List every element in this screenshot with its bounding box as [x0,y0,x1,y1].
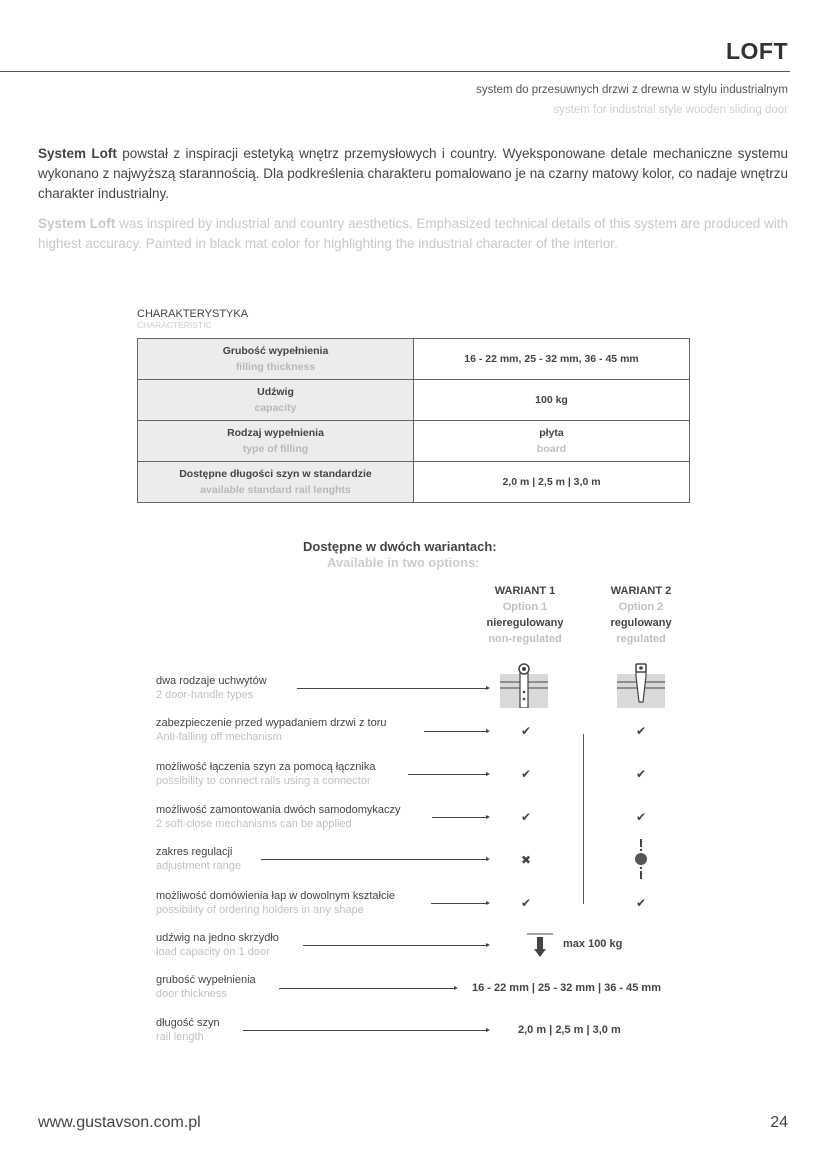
variant-2-header [581,583,701,647]
max-load-value: max 100 kg [563,938,623,950]
feature-label [156,931,279,959]
load-weight-icon [527,932,553,958]
variant-1-header [465,583,585,647]
header-divider [0,71,790,72]
feature-arrow [261,859,487,860]
variant-1-name: WARIANT 1 [494,585,556,597]
subtitle-pl: system do przesuwnych drzwi z drewna w stylu industrialnym [476,84,788,96]
feature-en: possibility to connect rails using a connector [156,775,371,787]
characteristic-heading-pl: CHARAKTERYSTYKA [137,308,249,320]
adjustment-icon [632,838,650,880]
characteristic-table [137,338,690,503]
table-row [138,380,690,421]
feature-arrow [424,731,487,732]
characteristic-heading-en: CHARACTERISTIC [137,320,212,330]
feature-label [156,716,387,744]
table-row [138,421,690,462]
variant-2-name-en: Option 2 [618,601,664,613]
table-row [138,339,690,380]
subtitle-en: system for industrial style wooden sliding door [553,104,788,116]
variant-1-name-en: Option 1 [502,601,548,613]
table-label-cell [138,462,414,503]
cross-icon: ✖ [520,853,532,867]
check-icon: ✔ [635,767,647,781]
feature-arrow [408,774,487,775]
intro-paragraph-pl [38,144,788,204]
feature-en: 2 soft-close mechanisms can be applied [156,818,352,830]
feature-label [156,845,241,873]
check-icon: ✔ [635,896,647,910]
feature-pl: dwa rodzaje uchwytów [156,675,267,687]
feature-pl: możliwość łączenia szyn za pomocą łącznika [156,761,376,773]
feature-arrow [279,988,455,989]
label-en: type of filling [242,443,309,455]
feature-arrow [432,817,487,818]
door-handle-icon [500,662,548,708]
feature-label [156,1016,220,1044]
variant-1-type: nieregulowany [486,617,564,629]
feature-en: 2 door-handle types [156,689,254,701]
label-en: available standard rail lenghts [200,484,351,496]
label-en: filling thickness [235,361,316,373]
check-icon: ✔ [520,767,532,781]
feature-pl: zabezpieczenie przed wypadaniem drzwi z toru [156,717,387,729]
feature-label [156,889,395,917]
label-pl: Grubość wypełnienia [222,345,329,357]
check-icon: ✔ [520,810,532,824]
label-pl: Dostępne długości szyn w standardzie [179,468,372,480]
intro-text-en: was inspired by industrial and country aesthetics. Emphasized technical details of this system are produced with highest accuracy. Painted in black mat color for highlighting the industrial character of the interior. [38,216,789,251]
table-value-cell [414,421,690,462]
value-pl: 2,0 m | 2,5 m | 3,0 m [502,476,601,488]
thickness-value: 16 - 22 mm | 25 - 32 mm | 36 - 45 mm [472,982,661,994]
feature-en: Anti-falling off mechanism [156,731,282,743]
feature-arrow [303,945,487,946]
variant-2-type-en: regulated [616,633,666,645]
check-icon: ✔ [520,724,532,738]
intro-bold-en: System Loft [38,216,116,231]
table-label-cell [138,380,414,421]
feature-en: rail length [156,1031,204,1043]
page-title: LOFT [725,38,788,64]
check-icon: ✔ [635,810,647,824]
variant-2-name: WARIANT 2 [610,585,672,597]
label-pl: Rodzaj wypełnienia [227,427,324,439]
door-handle-icon [617,662,665,708]
feature-label [156,674,267,702]
rail-length-value: 2,0 m | 2,5 m | 3,0 m [518,1024,621,1036]
page-number: 24 [770,1114,788,1131]
feature-pl: zakres regulacji [156,846,233,858]
feature-arrow [431,903,487,904]
feature-label [156,803,401,831]
label-pl: Udźwig [257,386,294,398]
variant-divider [583,734,584,904]
table-label-cell [138,339,414,380]
feature-label [156,973,256,1001]
feature-en: load capacity on 1 door [156,946,270,958]
feature-pl: długość szyn [156,1017,220,1029]
table-row [138,462,690,503]
check-icon: ✔ [520,896,532,910]
feature-arrow [297,688,487,689]
feature-pl: możliwość zamontowania dwóch samodomykaczy [156,804,401,816]
value-pl: płyta [539,427,564,439]
intro-paragraph-en [38,214,788,254]
feature-en: adjustment range [156,860,241,872]
variant-1-type-en: non-regulated [488,633,562,645]
table-value-cell [414,339,690,380]
intro-text-pl: powstał z inspiracji estetyką wnętrz przemysłowych i country. Wyeksponowane detale mechaniczne systemu wykonano z najwyższą starannością. Dla podkreślenia charakteru pomalowano je na czarny matowy kolor, co nadaje wnętrzu charakter industrialny. [38,146,788,201]
feature-en: door thickness [156,988,227,1000]
feature-pl: możliwość domówienia łap w dowolnym kształcie [156,890,396,902]
feature-pl: grubość wypełnienia [156,974,256,986]
label-en: capacity [254,402,297,414]
table-value-cell [414,380,690,421]
table-value-cell [414,462,690,503]
variants-heading-en: Available in two options: [327,555,480,570]
feature-pl: udźwig na jedno skrzydło [156,932,279,944]
feature-arrow [243,1030,487,1031]
table-label-cell [138,421,414,462]
value-pl: 100 kg [535,394,568,406]
check-icon: ✔ [635,724,647,738]
feature-en: possibility of ordering holders in any shape [156,904,364,916]
variant-2-type: regulowany [610,617,672,629]
footer-url: www.gustavson.com.pl [38,1114,201,1131]
feature-label [156,760,375,788]
value-en: board [536,443,567,455]
value-pl: 16 - 22 mm, 25 - 32 mm, 36 - 45 mm [464,353,639,365]
intro-bold-pl: System Loft [38,146,117,161]
variants-heading-pl: Dostępne w dwóch wariantach: [303,539,497,554]
